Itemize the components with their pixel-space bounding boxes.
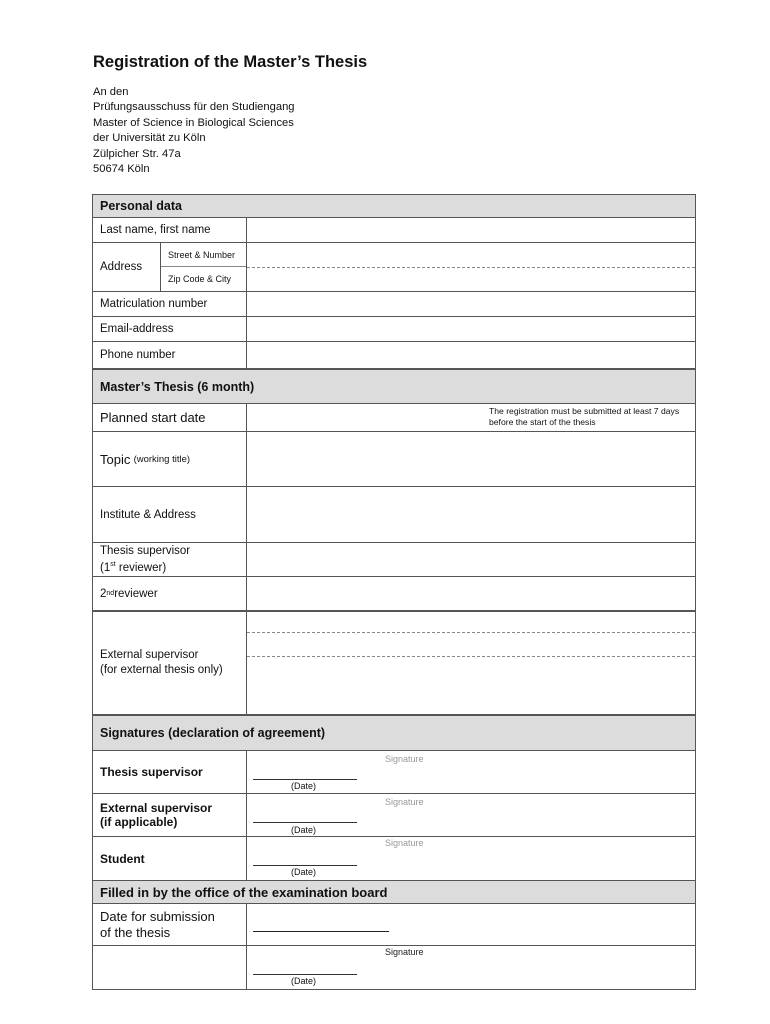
personal-data-section [92,194,696,368]
address-line: 50674 Köln [93,163,150,176]
external-signature-line1: External supervisor [100,801,213,815]
address-row [93,243,695,292]
topic-row [93,432,695,487]
zip-label: Zip Code & City [168,274,232,284]
signature-caption: Signature [385,797,424,807]
external-supervisor-field[interactable] [247,612,695,714]
supervisor-post: reviewer) [115,561,167,574]
institute-field[interactable] [247,487,695,542]
start-date-field[interactable] [247,404,695,431]
external-label-line2: (for external thesis only) [100,664,223,676]
page-title: Registration of the Master’s Thesis [93,53,368,71]
topic-field[interactable] [247,432,695,486]
date-caption: (Date) [291,825,317,835]
supervisor-row [93,543,695,577]
supervisor-sup: st [110,561,116,569]
date-line [253,865,357,866]
address-line: Prüfungsausschuss für den Studiengang [93,101,295,114]
student-signature-row [93,837,695,880]
external-divider-2 [247,656,695,657]
matriculation-label: Matriculation number [93,292,247,316]
address-line: Zülpicher Str. 47a [93,147,181,160]
phone-field[interactable] [247,342,695,368]
supervisor-signature-label: Thesis supervisor [93,751,247,793]
office-signature-field[interactable] [247,946,695,989]
matriculation-field[interactable] [247,292,695,316]
address-sublabels [161,243,247,291]
street-label: Street & Number [161,243,246,267]
address-line: der Universität zu Köln [93,132,206,145]
recipient-address [93,85,295,177]
email-row [93,317,695,342]
date-caption: (Date) [291,867,317,877]
date-line [253,822,357,823]
last-name-row [93,218,695,243]
phone-label: Phone number [93,342,247,368]
external-divider-1 [247,632,695,633]
address-line: An den [93,86,129,98]
submission-date-row [93,904,695,946]
matriculation-row [93,292,695,317]
supervisor-label [93,543,247,576]
office-signature-label [93,946,247,989]
second-reviewer-field[interactable] [247,577,695,610]
last-name-field[interactable] [247,218,695,242]
address-divider [247,267,695,268]
signatures-section [92,714,696,880]
office-header: Filled in by the office of the examination board [93,881,695,904]
external-label-line1: External supervisor [100,649,199,661]
address-label: Address [93,243,161,291]
external-signature-field[interactable] [247,794,695,836]
date-caption: (Date) [291,976,317,986]
submission-label-line1: Date for submission [100,908,215,924]
last-name-label: Last name, first name [93,218,247,242]
institute-label: Institute & Address [93,487,247,542]
submission-date-label [93,904,247,945]
signature-caption: Signature [385,947,424,957]
email-label: Email-address [93,317,247,341]
signatures-header: Signatures (declaration of agreement) [93,716,695,751]
date-line [253,974,357,975]
institute-row [93,487,695,543]
date-line [253,779,357,780]
phone-row [93,342,695,368]
supervisor-field[interactable] [247,543,695,576]
topic-hint: (working title) [133,453,191,465]
submission-date-field[interactable] [247,904,695,945]
topic-label: Topic [100,451,131,467]
external-signature-label [93,794,247,836]
supervisor-label-line2 [100,558,166,575]
student-signature-field[interactable] [247,837,695,880]
second-post: reviewer [114,587,158,600]
start-date-row [93,404,695,432]
second-reviewer-label [93,577,247,610]
date-caption: (Date) [291,781,317,791]
external-supervisor-label [93,612,247,714]
supervisor-pre: (1 [100,561,111,574]
topic-label-cell [93,432,247,486]
thesis-header: Master’s Thesis (6 month) [93,370,695,404]
signature-caption: Signature [385,838,424,848]
signature-caption: Signature [385,754,424,764]
student-signature-label: Student [93,837,247,880]
second-reviewer-row [93,577,695,612]
supervisor-signature-row [93,751,695,794]
external-signature-line2: (if applicable) [100,815,178,829]
second-pre: 2 [100,587,107,600]
address-line: Master of Science in Biological Sciences [93,116,294,129]
address-field[interactable] [247,243,695,291]
submission-date-line [253,931,389,932]
personal-data-header: Personal data [93,195,695,218]
office-section [92,880,696,990]
thesis-section [92,368,696,714]
external-supervisor-row [93,612,695,714]
start-date-label: Planned start date [93,404,247,431]
external-signature-row [93,794,695,837]
submission-note: The registration must be submitted at least 7 days before the start of the thesis [489,406,680,427]
office-signature-row [93,946,695,989]
email-field[interactable] [247,317,695,341]
second-sup: nd [106,590,115,597]
supervisor-signature-field[interactable] [247,751,695,793]
registration-form [92,194,696,990]
supervisor-label-line1: Thesis supervisor [100,545,191,558]
submission-label-line2: of the thesis [100,924,171,940]
